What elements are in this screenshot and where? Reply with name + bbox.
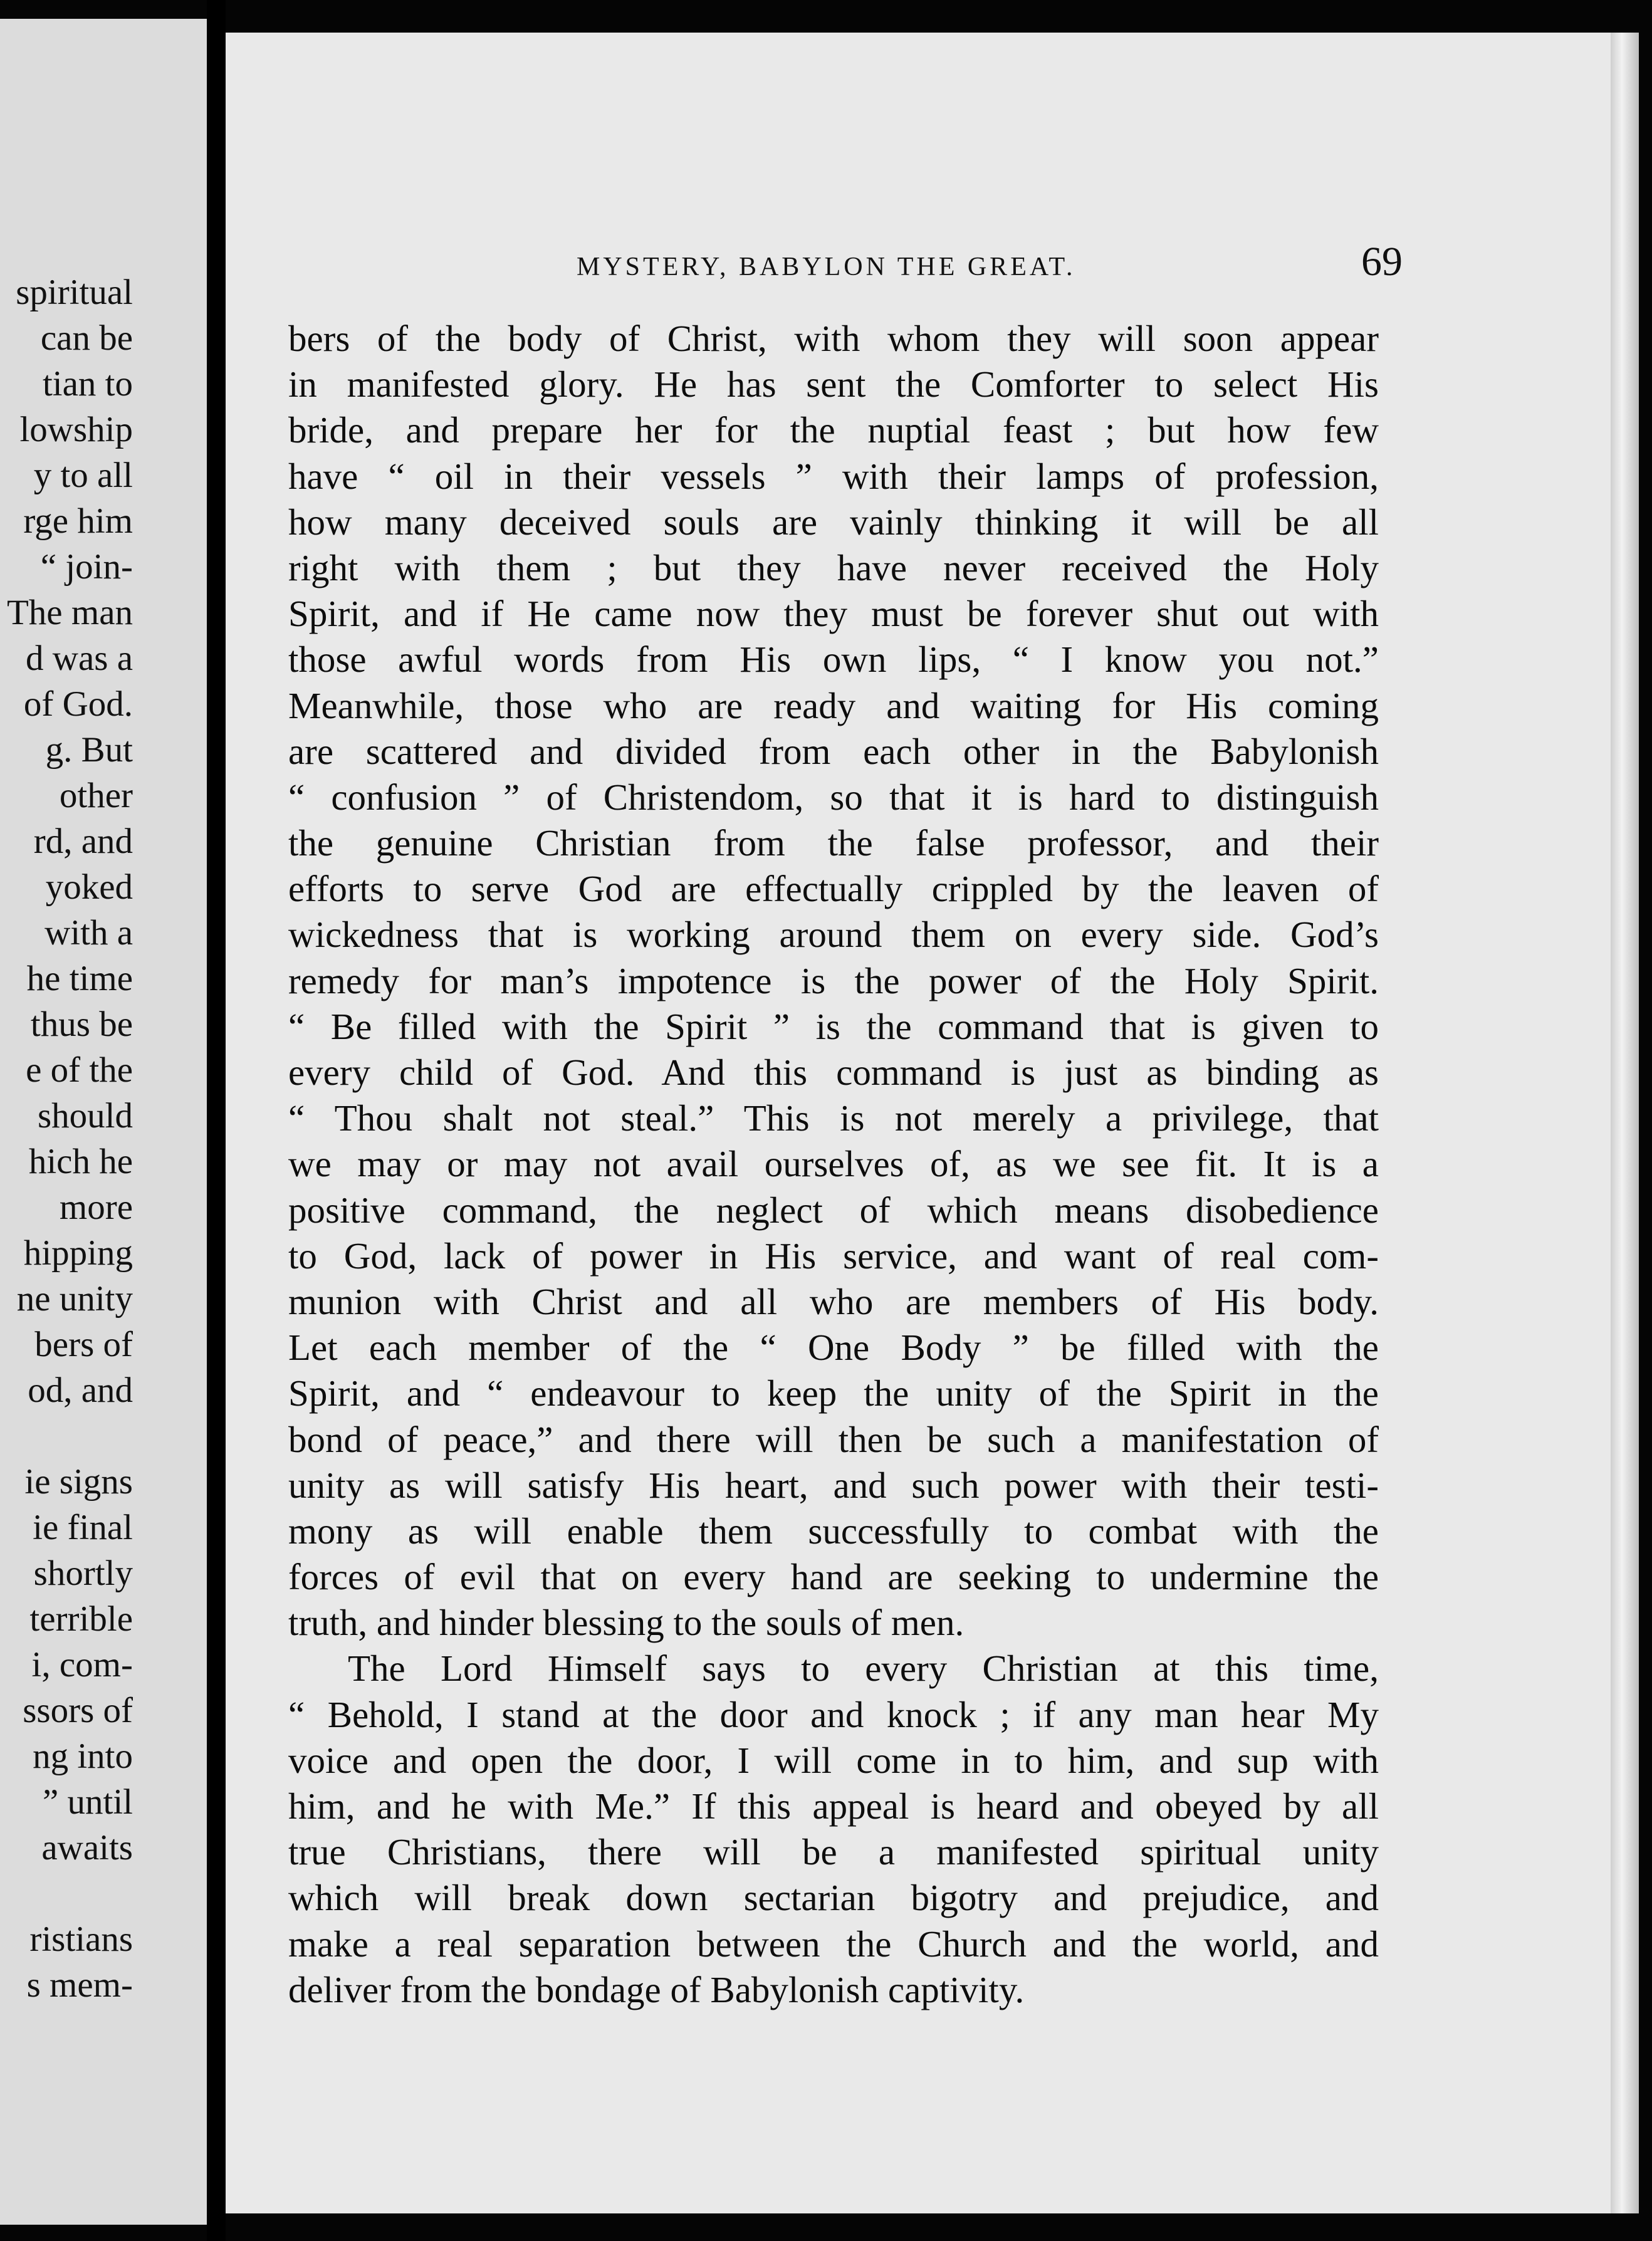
text-line: in manifested glory. He has sent the Comforter to select His — [288, 363, 1379, 405]
left-page-line: ristians — [29, 1920, 133, 1959]
left-page-line: other — [59, 776, 133, 815]
left-page-line: with a — [44, 913, 133, 953]
left-page-fragment — [0, 19, 207, 2225]
text-line: efforts to serve God are effectually crippled by the leaven of — [288, 868, 1379, 910]
text-line: make a real separation between the Church and the world, and — [288, 1923, 1379, 1965]
left-page-line: shortly — [33, 1554, 133, 1593]
text-line: positive command, the neglect of which means disobedience — [288, 1189, 1379, 1231]
left-page-line: od, and — [28, 1371, 133, 1410]
book-page — [226, 33, 1639, 2213]
text-line: true Christians, there will be a manifested spiritual unity — [288, 1831, 1379, 1873]
left-page-line: should — [37, 1096, 133, 1136]
text-line: mony as will enable them successfully to combat with the — [288, 1510, 1379, 1552]
text-line: “ Behold, I stand at the door and knock ; if any man hear My — [288, 1693, 1379, 1735]
text-line: right with them ; but they have never received the Holy — [288, 546, 1379, 588]
text-line: deliver from the bondage of Babylonish captivity. — [288, 1968, 1025, 2010]
left-page-line: tian to — [42, 364, 133, 404]
left-page-line: can be — [40, 318, 133, 358]
text-line: to God, lack of power in His service, and want of real com- — [288, 1235, 1379, 1277]
left-page-line: rge him — [23, 501, 133, 541]
left-page-line: g. But — [45, 730, 133, 770]
left-page-line: ng into — [33, 1737, 133, 1776]
text-line: Meanwhile, those who are ready and waiting for His coming — [288, 684, 1379, 726]
left-page-line: spiritual — [16, 273, 133, 312]
text-line: unity as will satisfy His heart, and such power with their testi- — [288, 1464, 1379, 1506]
text-line: Spirit, and if He came now they must be forever shut out with — [288, 593, 1379, 635]
text-line: those awful words from His own lips, “ I know you not.” — [288, 639, 1379, 681]
text-line: The Lord Himself says to every Christian at this time, — [348, 1648, 1379, 1690]
text-line: the genuine Christian from the false professor, and their — [288, 822, 1379, 864]
text-line: truth, and hinder blessing to the souls of men. — [288, 1602, 965, 1644]
left-page-line: more — [59, 1188, 133, 1227]
left-page-line: ” until — [42, 1782, 133, 1822]
text-line: we may or may not avail ourselves of, as we see fit. It is a — [288, 1143, 1379, 1185]
text-line: which will break down sectarian bigotry and prejudice, and — [288, 1877, 1379, 1919]
left-page-line: ie final — [33, 1508, 133, 1547]
page-header — [226, 227, 1639, 290]
text-line: “ Be filled with the Spirit ” is the command that is given to — [288, 1005, 1379, 1047]
left-page-line: thus be — [30, 1005, 133, 1044]
left-page-line: lowship — [19, 410, 133, 449]
text-line: bride, and prepare her for the nuptial feast ; but how few — [288, 409, 1379, 451]
text-line: “ confusion ” of Christendom, so that it is hard to distinguish — [288, 776, 1379, 818]
body-text — [288, 316, 1379, 2013]
text-line: bers of the body of Christ, with whom they will soon appear — [288, 318, 1379, 359]
left-page-line: The man — [6, 593, 133, 632]
left-page-line: ie signs — [24, 1462, 133, 1502]
left-page-line: yoked — [45, 867, 133, 907]
text-line: “ Thou shalt not steal.” This is not merely a privilege, that — [288, 1097, 1379, 1139]
left-page-line: e of the — [26, 1050, 133, 1090]
left-page-line: ne unity — [16, 1279, 133, 1319]
page-number: 69 — [1361, 239, 1403, 285]
text-line: how many deceived souls are vainly thinking it will be all — [288, 501, 1379, 543]
left-page-line: hipping — [23, 1233, 133, 1273]
text-line: are scattered and divided from each other in the Babylonish — [288, 730, 1379, 772]
left-page-line: of God. — [23, 684, 133, 724]
left-page-line: s mem- — [26, 1965, 133, 2005]
left-page-line: d was a — [26, 639, 133, 678]
text-line: forces of evil that on every hand are seeking to undermine the — [288, 1556, 1379, 1598]
text-line: munion with Christ and all who are members of His body. — [288, 1280, 1379, 1322]
left-page-line: ssors of — [23, 1691, 133, 1730]
text-line: bond of peace,” and there will then be such a manifestation of — [288, 1418, 1379, 1460]
left-page-line: terrible — [29, 1599, 133, 1639]
text-line: remedy for man’s impotence is the power of the Holy Spirit. — [288, 959, 1379, 1001]
text-line: wickedness that is working around them on every side. God’s — [288, 914, 1379, 956]
book-gutter — [207, 0, 226, 2241]
text-line: voice and open the door, I will come in to him, and sup with — [288, 1739, 1379, 1781]
text-line: have “ oil in their vessels ” with their lamps of profession, — [288, 455, 1379, 497]
left-page-line: i, com- — [31, 1645, 133, 1685]
left-page-line: rd, and — [33, 822, 133, 861]
left-page-line: awaits — [41, 1828, 133, 1868]
left-page-line: “ join- — [40, 547, 133, 587]
text-line: every child of God. And this command is just as binding as — [288, 1052, 1379, 1093]
running-head: MYSTERY, BABYLON THE GREAT. — [577, 253, 1076, 281]
left-page-line: bers of — [34, 1325, 133, 1364]
left-page-line: he time — [26, 959, 133, 998]
left-page-line: y to all — [33, 456, 133, 495]
text-line: Let each member of the “ One Body ” be filled with the — [288, 1327, 1379, 1369]
page-edge — [1611, 33, 1639, 2213]
text-line: him, and he with Me.” If this appeal is heard and obeyed by all — [288, 1785, 1379, 1827]
left-page-line: hich he — [28, 1142, 133, 1181]
text-line: Spirit, and “ endeavour to keep the unity of the Spirit in the — [288, 1372, 1379, 1414]
